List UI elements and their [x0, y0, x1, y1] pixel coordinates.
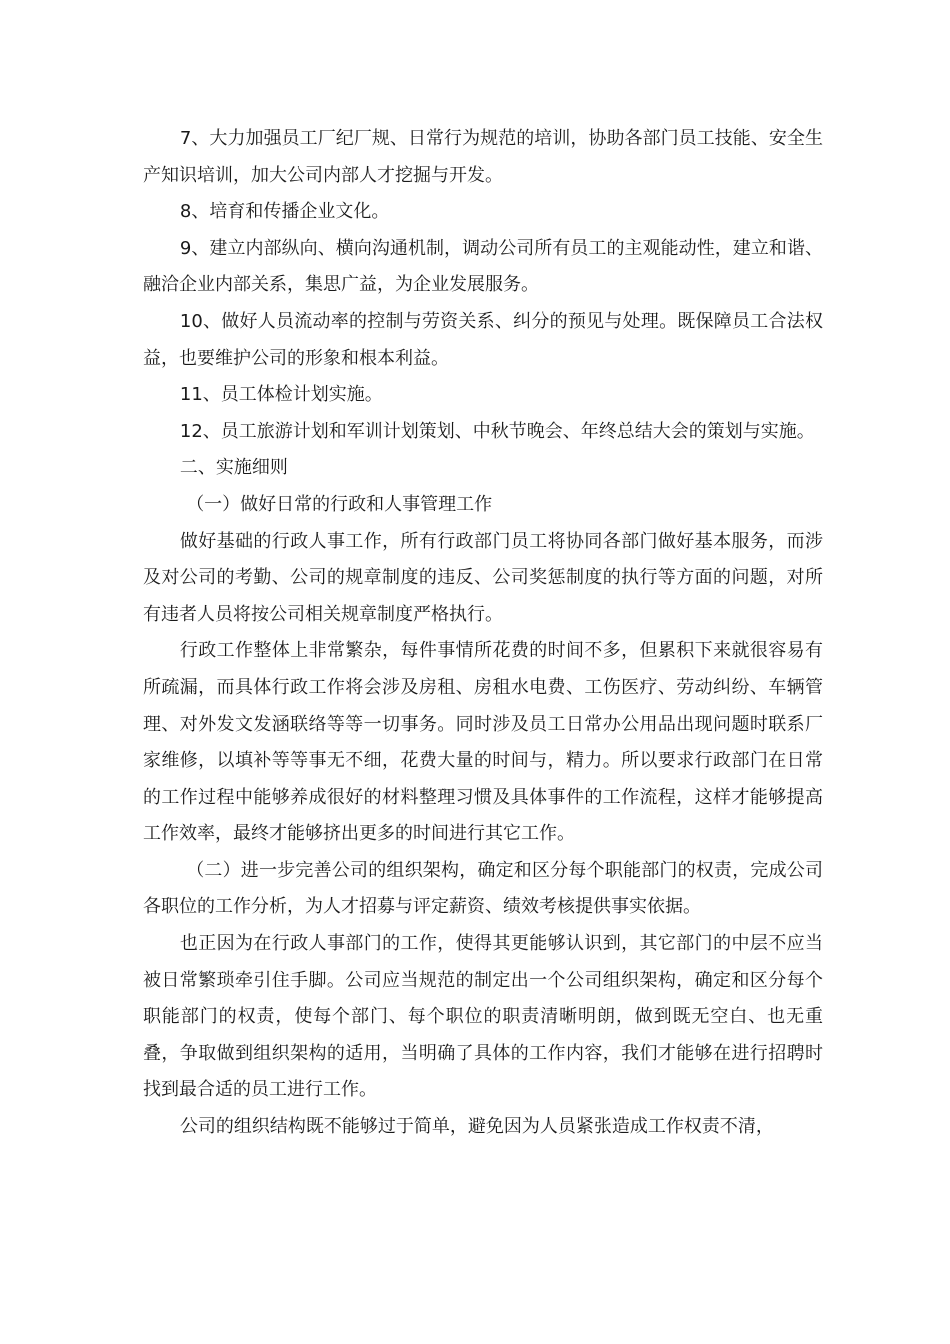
- paragraph-item-9: 9、建立内部纵向、横向沟通机制，调动公司所有员工的主观能动性，建立和谐、融洽企业内部关系，集思广益，为企业发展服务。: [143, 237, 823, 296]
- paragraph-item-12: 12、员工旅游计划和军训计划策划、中秋节晚会、年终总结大会的策划与实施。: [179, 420, 815, 442]
- section-heading-implementation: 二、实施细则: [179, 457, 288, 479]
- paragraph-item-11: 11、员工体检计划实施。: [179, 384, 383, 406]
- paragraph-item-8: 8、培育和传播企业文化。: [179, 201, 390, 223]
- paragraph-org-structure: 也正因为在行政人事部门的工作，使得其更能够认识到，其它部门的中层不应当被日常繁琐牵引住手脚。公司应当规范的制定出一个公司组织架构，确定和区分每个职能部门的权责，使每个部门、每个职位的职责清晰明朗，做到既无空白、也无重叠，争取做到组织架构的适用，当明确了具体的工作内容，我们才能够在进行招聘时找到最合适的员工进行工作。: [143, 933, 823, 1101]
- paragraph-item-7: 7、大力加强员工厂纪厂规、日常行为规范的培训，协助各部门员工技能、安全生产知识培训，加大公司内部人才挖掘与开发。: [143, 128, 823, 186]
- subsection-heading-1: （一）做好日常的行政和人事管理工作: [186, 493, 493, 515]
- paragraph-basic-admin: 做好基础的行政人事工作，所有行政部门员工将协同各部门做好基本服务，而涉及对公司的考勤、公司的规章制度的违反、公司奖惩制度的执行等方面的问题，对所有违者人员将按公司相关规章制度严格执行。: [143, 530, 823, 625]
- paragraph-item-10: 10、做好人员流动率的控制与劳资关系、纠分的预见与处理。既保障员工合法权益，也要维护公司的形象和根本利益。: [143, 310, 823, 369]
- paragraph-admin-complexity: 行政工作整体上非常繁杂，每件事情所花费的时间不多，但累积下来就很容易有所疏漏，而具体行政工作将会涉及房租、房租水电费、工伤医疗、劳动纠纷、车辆管理、对外发文发涵联络等等一切事务。同时涉及员工日常办公用品出现问题时联系厂家维修，以填补等等事无不细，花费大量的时间与，精力。所以要求行政部门在日常的工作过程中能够养成很好的材料整理习惯及具体事件的工作流程，这样才能够提高工作效率，最终才能够挤出更多的时间进行其它工作。: [143, 640, 823, 845]
- document-body: [143, 121, 823, 1146]
- subsection-heading-2: （二）进一步完善公司的组织架构，确定和区分每个职能部门的权责，完成公司各职位的工作分析，为人才招募与评定薪资、绩效考核提供事实依据。: [143, 859, 823, 918]
- paragraph-org-structure-continued: 公司的组织结构既不能够过于简单，避免因为人员紧张造成工作权责不清，: [179, 1116, 774, 1138]
